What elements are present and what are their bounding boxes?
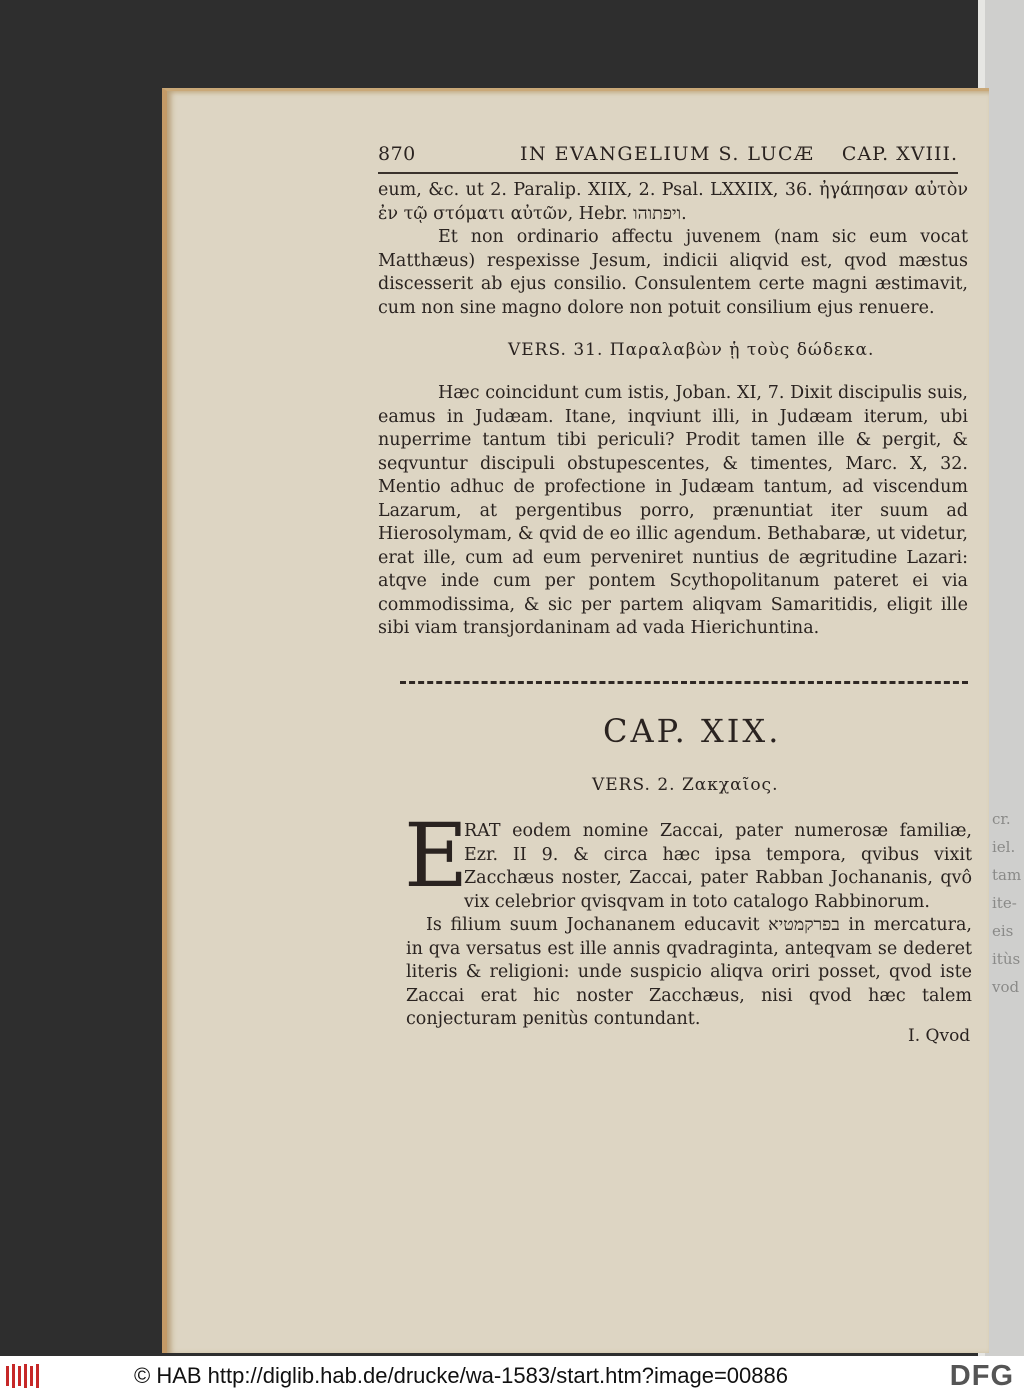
verse-heading: VERS. 2. Ζακχαῖος. <box>592 775 779 795</box>
text-block-middle <box>378 382 968 641</box>
paragraph: RAT eodem nomine Zaccai, pater numerosæ familiæ, Ezr. II 9. & circa hæc ipsa tempora, qvibus vixit Zacchæus noster, Zaccai, pater Rabban Jochananis, qvô vix celebrior qvisqvam in toto catalogo Rabbinorum. <box>464 821 972 912</box>
fragment: iel. <box>992 838 1016 856</box>
section-divider <box>400 681 968 684</box>
paragraph: Et non ordinario affectu juvenem (nam sic eum vocat Matthæus) respexisse Jesum, indicii aliqvid est, qvod mæstus discesserit ab ejus consilio. Consulentem certe magni æstimavit, cum non sine magno dolore non potuit consilium ejus renuere. <box>378 227 968 318</box>
page-number: 870 <box>378 143 416 165</box>
header-title: IN EVANGELIUM S. LUCÆ <box>520 143 815 165</box>
fragment: cr. <box>992 810 1011 828</box>
header-rule <box>378 172 958 174</box>
header-chapter: CAP. XVIII. <box>841 143 958 165</box>
hab-logo-icon <box>4 1362 44 1390</box>
fragment: eis <box>992 922 1014 940</box>
fragment: tam <box>992 866 1022 884</box>
running-header <box>378 143 958 171</box>
scan-background-right <box>985 0 1024 1356</box>
text-block-top <box>378 179 968 320</box>
paragraph: Hæc coincidunt cum istis, Joban. XI, 7. Dixit discipulis suis, eamus in Judæam. Itane, inqviunt illi, in Judæam iterum, ubi nuperrime tantum tibi periculi? Prodit tamen ille & pergit, & seqvuntur discipuli obstupescentes, & timentes, Marc. X, 32. Mentio adhuc de profectione in Judæam tantum, ad viscendum Lazarum, at pergentibus porro, prænuntiat iter suum ad Hierosolymam, & qvid de eo illic agendum. Bethabaræ, ut videtur, erat ille, cum ad eum perveniret nuntius de ægritudine Lazari: atqve inde cum per pontem Scythopolitanum pateret ei via commodissima, & sic per partem aliqvam Samaritidis, eligit ille sibi viam transjordaninam ad vada Hierichuntina. <box>378 383 968 638</box>
paragraph: eum, &c. ut 2. Paralip. XIIX, 2. Psal. LXXIIX, 36. ἠγάπησαν αὐτὸν ἐν τῷ στόματι αὐτῶν, Hebr. ויפתוהו. <box>378 180 968 224</box>
chapter-title: CAP. XIX. <box>603 712 782 750</box>
fragment: vod <box>992 978 1020 996</box>
paragraph: Is filium suum Jochananem educavit בפרקמטיא in mercatura, in qva versatus est ille annis qvadraginta, anteqvam se dederet literis & religioni: unde suspicio aliqva oriri posset, qvod iste Zaccai erat hic noster Zacchæus, nisi qvod hæc talem conjecturam penitùs contundant. <box>406 915 972 1029</box>
catchword: I. Qvod <box>908 1026 971 1046</box>
drop-cap: E <box>404 804 469 907</box>
dfg-logo: DFG <box>949 1360 1014 1392</box>
fragment: itùs <box>992 950 1021 968</box>
fragment: ite- <box>992 894 1017 912</box>
source-url[interactable]: © HAB http://diglib.hab.de/drucke/wa-1583/start.htm?image=00886 <box>134 1363 788 1388</box>
footer-bar <box>0 1356 1024 1396</box>
verse-heading: VERS. 31. Παραλαβὼν ᾑ τοὺς δώδεκα. <box>508 340 875 360</box>
adjacent-page-fragments <box>986 805 1024 1095</box>
text-block-chapter <box>404 804 972 1032</box>
